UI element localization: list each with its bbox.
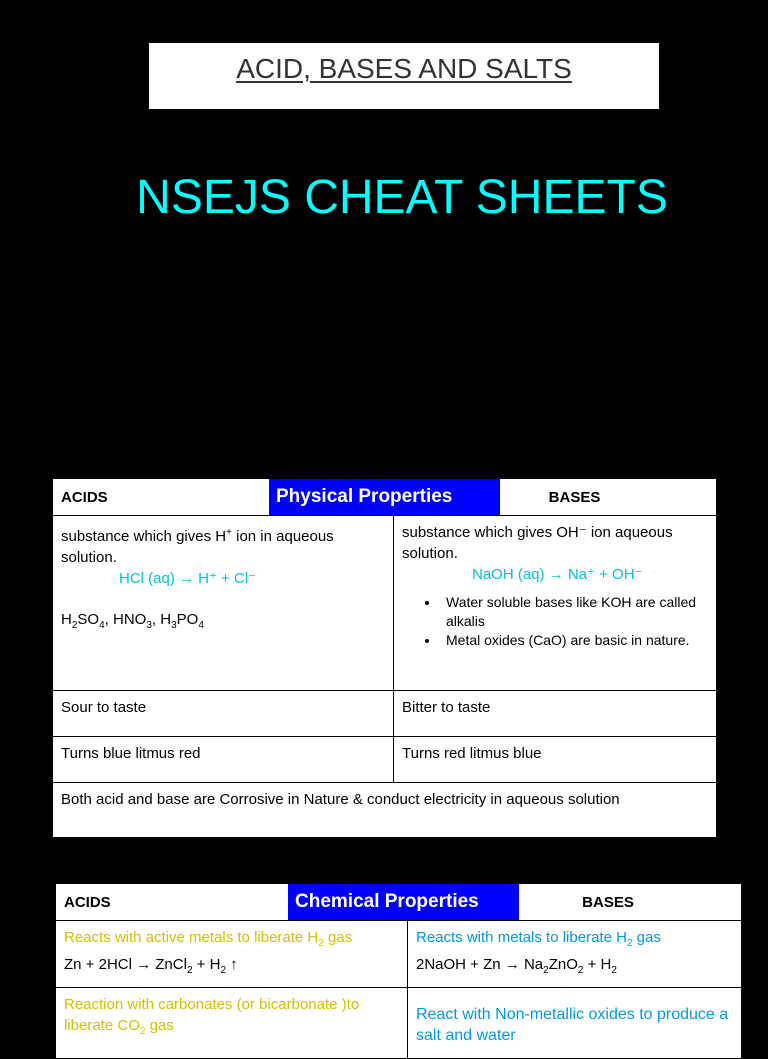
main-heading: NSEJS CHEAT SHEETS — [136, 171, 668, 224]
table-header-row — [56, 884, 742, 921]
acid-litmus-cell: Turns blue litmus red — [53, 737, 394, 783]
base-oxide-description: React with Non-metallic oxides to produce a salt and water — [416, 1006, 729, 1044]
subject-title-box — [149, 43, 659, 109]
table-header-row — [53, 479, 717, 516]
base-bullet-list — [402, 593, 708, 650]
base-metal-equation: 2NaOH + $Zn \to Na_2ZnO_2 + H_2$ — [416, 956, 617, 976]
base-metal-reaction-cell — [408, 921, 742, 988]
base-litmus-cell: Turns red litmus blue — [394, 737, 717, 783]
base-definition-text: substance which gives OH⁻ ion aqueous solution. — [402, 524, 673, 562]
base-taste-cell: Bitter to taste — [394, 691, 717, 737]
base-oxide-reaction-cell — [408, 988, 742, 1059]
acid-metal-equation: Zn + 2HCl → ZnCl$_2$ + $H_2$ ↑ — [64, 956, 238, 976]
base-equation: NaOH (aq) → Na⁺ + OH⁻ — [472, 566, 643, 583]
base-metal-description: Reacts with metals to liberate $H_2$ gas — [416, 929, 661, 949]
acids-column-label: ACIDS — [64, 894, 111, 911]
acid-taste-cell: Sour to taste — [53, 691, 394, 737]
base-definition-cell — [394, 516, 717, 691]
acid-definition-cell — [53, 516, 394, 691]
common-property-cell: Both acid and base are Corrosive in Nature & conduct electricity in aqueous solution — [53, 783, 717, 838]
list-item: • Metal oxides (CaO) are basic in nature. — [440, 631, 708, 650]
acid-metal-description: Reacts with active metals to liberate $H_2$ gas — [64, 929, 353, 949]
acid-carbonate-description: Reaction with carbonates (or bicarbonate )to liberate $CO_2$ gas — [64, 996, 360, 1037]
acid-equation: HCl (aq) → H⁺ + Cl⁻ — [119, 570, 257, 587]
list-item: • Water soluble bases like KOH are called alkalis — [440, 593, 708, 631]
bases-column-label: BASES — [548, 489, 601, 506]
acid-metal-reaction-cell — [56, 921, 408, 988]
acid-examples: $H_2SO_4$, $HNO_3$, $H_3PO_4$ — [61, 611, 204, 631]
acid-definition-text: substance which gives H+ ion in aqueous solution. — [61, 527, 334, 566]
acid-carbonate-reaction-cell — [56, 988, 408, 1059]
acids-column-label: ACIDS — [61, 489, 108, 506]
chemical-properties-table — [55, 883, 742, 1059]
physical-properties-table — [52, 478, 717, 838]
chemical-properties-label: Chemical Properties — [288, 884, 519, 920]
physical-properties-label: Physical Properties — [269, 479, 500, 515]
bases-column-label: BASES — [582, 894, 634, 911]
subject-title: ACID, BASES AND SALTS — [236, 53, 572, 84]
